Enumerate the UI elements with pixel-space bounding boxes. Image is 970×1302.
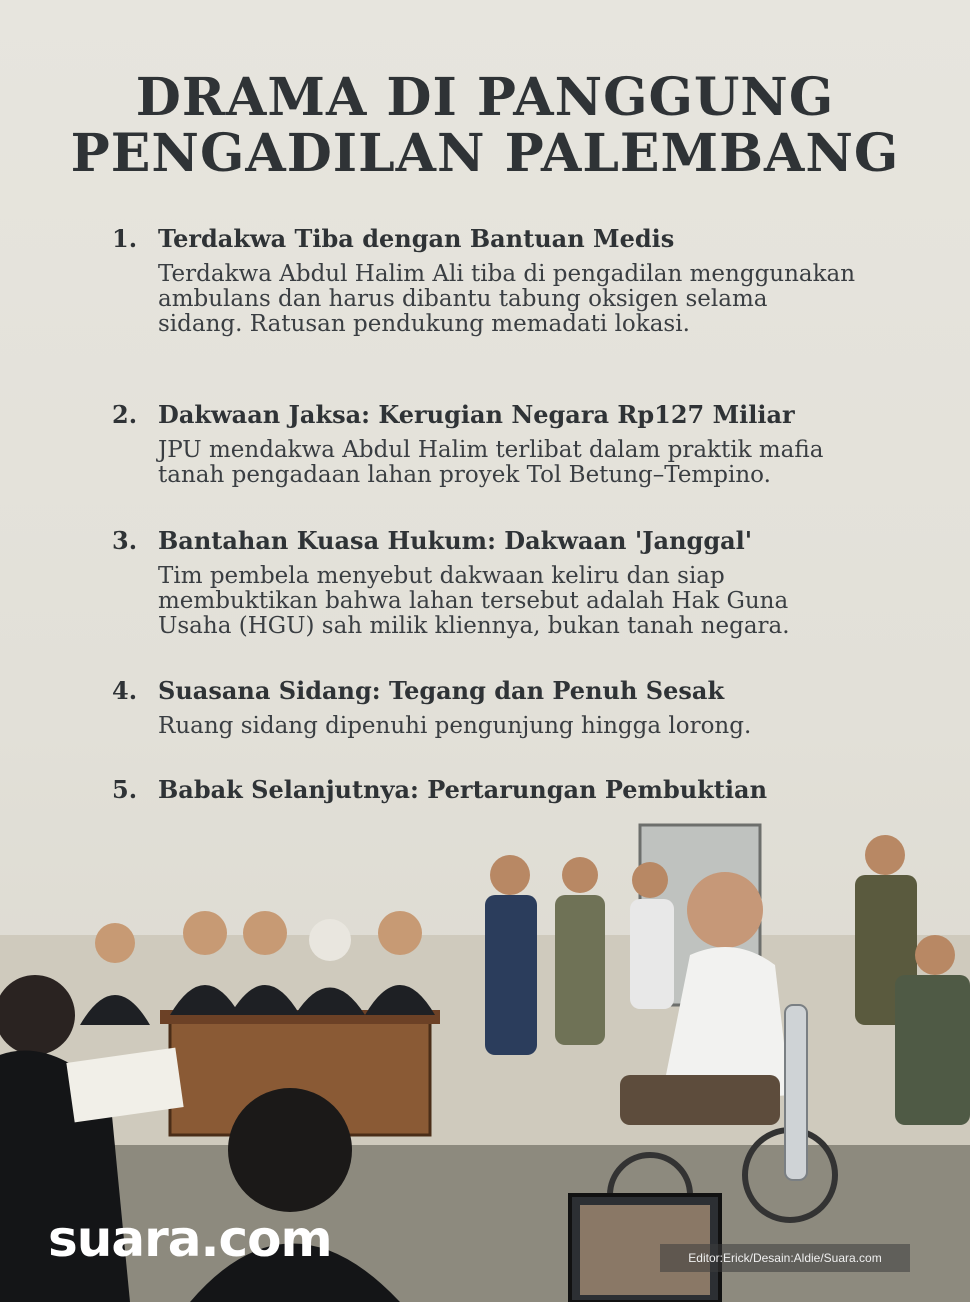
item-number: 1. — [112, 224, 138, 253]
credit-caption: Editor:Erick/Desain:Aldie/Suara.com — [660, 1244, 910, 1272]
item-body: Ruang sidang dipenuhi pengunjung hingga lorong. — [158, 713, 752, 739]
item-heading: Terdakwa Tiba dengan Bantuan Medis — [158, 224, 675, 253]
item-heading: Babak Selanjutnya: Pertarungan Pembuktian — [158, 775, 768, 804]
title-line-2: PENGADILAN PALEMBANG — [70, 123, 900, 184]
item-heading: Dakwaan Jaksa: Kerugian Negara Rp127 Miliar — [158, 400, 795, 429]
item-body: Tim pembela menyebut dakwaan keliru dan siap membuktikan bahwa lahan tersebut adalah Hak Guna Usaha (HGU) sah milik kliennya, bukan tanah negara. — [158, 563, 790, 639]
brand-logo[interactable]: suara.com — [48, 1210, 332, 1268]
item-number: 3. — [112, 526, 138, 555]
item-heading: Bantahan Kuasa Hukum: Dakwaan 'Janggal' — [158, 526, 753, 555]
item-body: JPU mendakwa Abdul Halim terlibat dalam praktik mafia tanah pengadaan lahan proyek Tol Betung–Tempino. — [158, 437, 824, 488]
title-line-1: DRAMA DI PANGGUNG — [135, 67, 835, 128]
item-heading: Suasana Sidang: Tegang dan Penuh Sesak — [158, 676, 725, 705]
item-number: 2. — [112, 400, 138, 429]
item-number: 5. — [112, 775, 138, 804]
item-body: Terdakwa Abdul Halim Ali tiba di pengadilan menggunakan ambulans dan harus dibantu tabung oksigen selama sidang. Ratusan pendukung memadati lokasi. — [158, 261, 856, 337]
page-title — [0, 67, 970, 184]
item-number: 4. — [112, 676, 138, 705]
